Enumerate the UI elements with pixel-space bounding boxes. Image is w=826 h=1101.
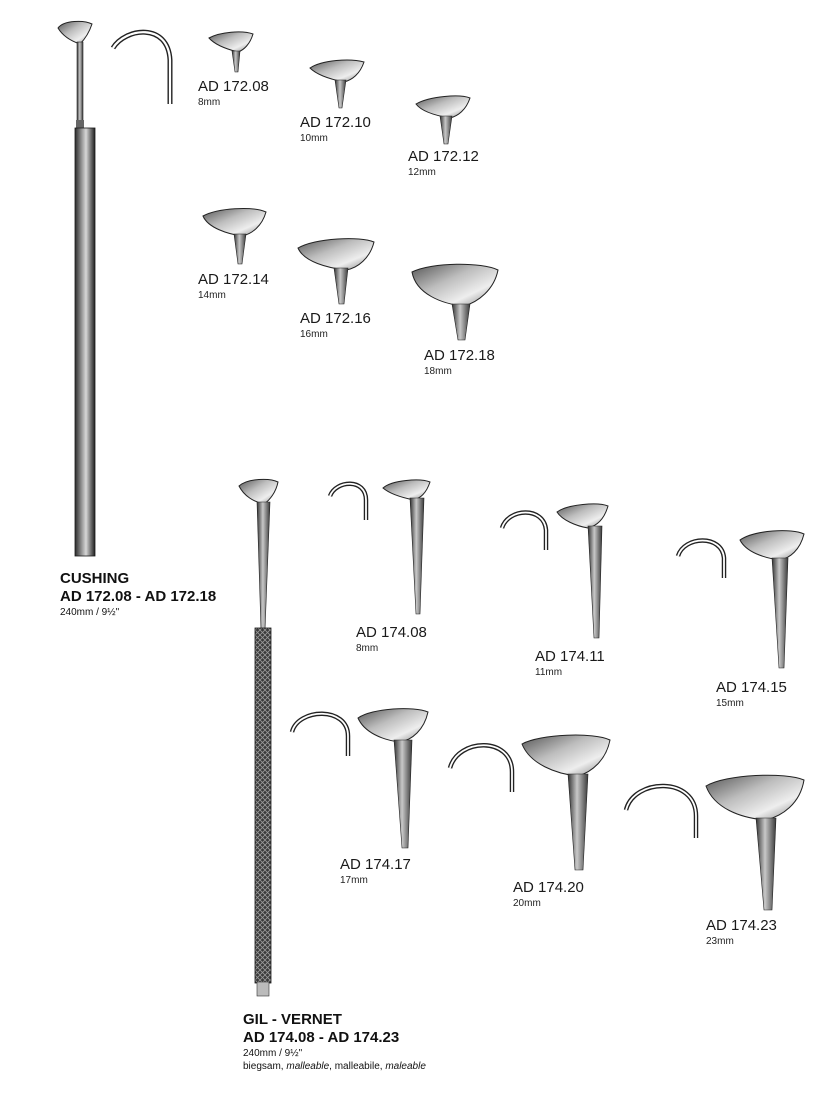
item-code: AD 172.16	[300, 310, 371, 327]
cushing-tip-8	[209, 32, 253, 72]
item-code: AD 174.11	[535, 648, 605, 665]
gil-vernet-name: GIL - VERNET	[243, 1011, 342, 1028]
item-code: AD 174.17	[340, 856, 411, 873]
gil-vernet-tip-15	[740, 531, 804, 668]
item-size: 17mm	[340, 875, 368, 886]
gil-vernet-range: AD 174.08 - AD 174.23	[243, 1029, 400, 1046]
gil-vernet-profile-15	[678, 541, 724, 579]
item-size: 8mm	[356, 643, 379, 654]
note-italic-1: malleable	[286, 1061, 330, 1072]
item-size: 11mm	[535, 667, 563, 678]
item-code: AD 172.12	[408, 148, 479, 165]
item-code: AD 174.20	[513, 879, 584, 896]
item-size: 15mm	[716, 698, 744, 709]
gil-vernet-tip-17	[358, 709, 428, 848]
gil-vernet-tip-20	[522, 735, 610, 870]
item-code: AD 174.15	[716, 679, 787, 696]
item-size: 8mm	[198, 97, 221, 108]
gil-vernet-tip-23	[706, 775, 804, 910]
cushing-tip-10	[310, 60, 364, 108]
note-plain-2: , malleabile,	[329, 1061, 386, 1072]
gil-vernet-note	[243, 1060, 426, 1073]
gil-vernet-profile-23	[626, 786, 696, 838]
gil-vernet-instrument	[239, 479, 278, 996]
cushing-tip-16	[298, 239, 374, 304]
gil-vernet-profile-17	[292, 714, 348, 756]
item-size: 20mm	[513, 898, 541, 909]
item-code: AD 174.08	[356, 624, 427, 641]
item-code: AD 172.10	[300, 114, 371, 131]
item-size: 23mm	[706, 936, 734, 947]
item-code: AD 172.14	[198, 271, 269, 288]
gil-vernet-tip-11	[557, 504, 608, 638]
gil-vernet-length: 240mm / 9½"	[243, 1048, 303, 1059]
cushing-caption	[60, 570, 216, 619]
item-size: 16mm	[300, 329, 328, 340]
cushing-tip-12	[416, 96, 470, 144]
item-size: 18mm	[424, 366, 452, 377]
item-code: AD 172.18	[424, 347, 495, 364]
gil-vernet-caption	[243, 1011, 426, 1073]
gil-vernet-profile-20	[450, 745, 512, 792]
cushing-tip-14	[203, 209, 266, 264]
cushing-instrument	[58, 21, 95, 556]
cushing-name: CUSHING	[60, 570, 130, 587]
cushing-profile-curve	[113, 32, 170, 104]
gil-vernet-tip-8	[383, 480, 430, 614]
cushing-length: 240mm / 9½"	[60, 607, 120, 618]
item-code: AD 174.23	[706, 917, 777, 934]
note-italic-2: maleable	[385, 1061, 426, 1072]
note-plain-1: biegsam,	[243, 1061, 287, 1072]
item-code: AD 172.08	[198, 78, 269, 95]
gil-vernet-profile-8	[330, 484, 366, 520]
item-size: 12mm	[408, 167, 436, 178]
gil-vernet-profile-11	[502, 513, 546, 551]
item-size: 10mm	[300, 133, 328, 144]
cushing-range: AD 172.08 - AD 172.18	[60, 588, 217, 605]
cushing-tip-18	[412, 264, 498, 340]
item-size: 14mm	[198, 290, 226, 301]
